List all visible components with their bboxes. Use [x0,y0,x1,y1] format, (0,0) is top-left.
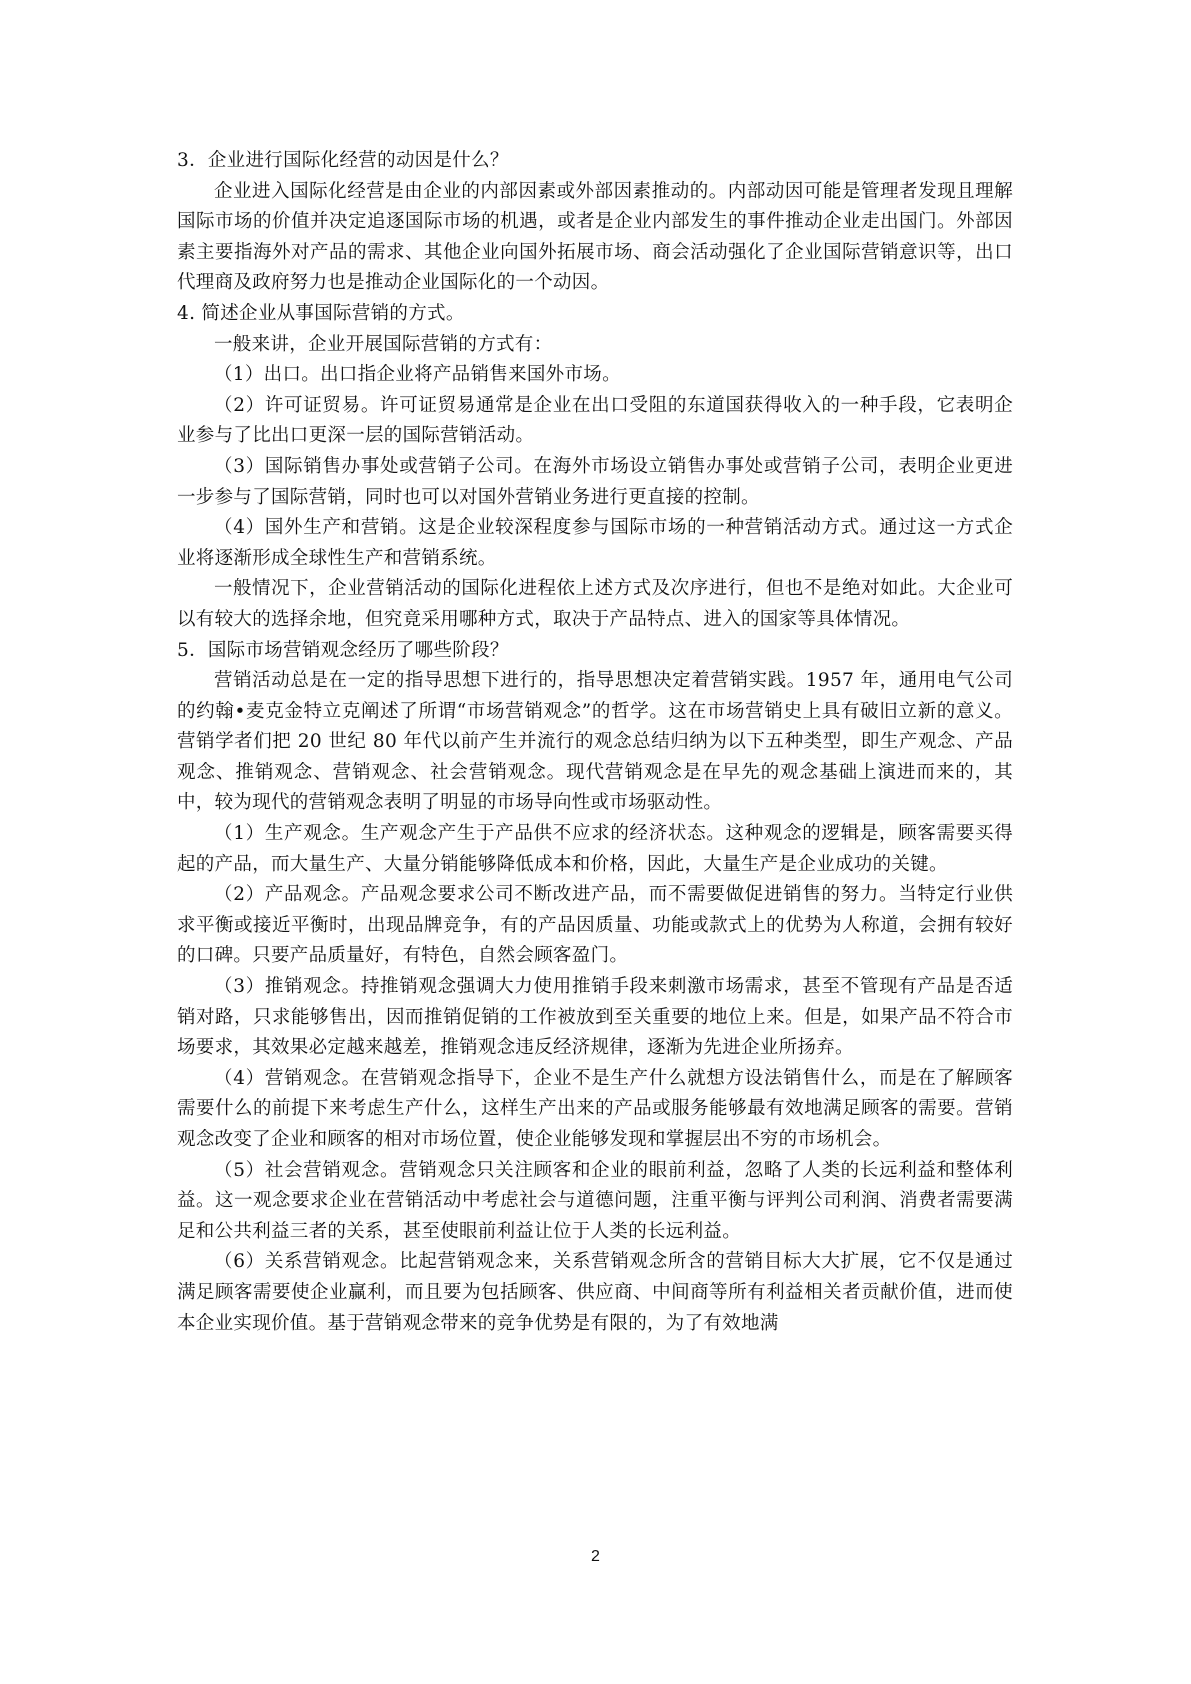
question-heading: 5．国际市场营销观念经历了哪些阶段？ [177,639,509,661]
body-paragraph: 企业进入国际化经营是由企业的内部因素或外部因素推动的。内部动因可能是管理者发现且理解国际市场的价值并决定追逐国际市场的机遇，或者是企业内部发生的事件推动企业走出国门。外部因素主要指海外对产品的需求、其他企业向国外拓展市场、商会活动强化了企业国际营销意识等，出口代理商及政府努力也是推动企业国际化的一个动因。 [177,180,1013,294]
body-paragraph: （2）产品观念。产品观念要求公司不断改进产品，而不需要做促进销售的努力。当特定行业供求平衡或接近平衡时，出现品牌竞争，有的产品因质量、功能或款式上的优势为人称道，会拥有较好的口碑。只要产品质量好，有特色，自然会顾客盈门。 [177,884,1013,967]
document-body [177,146,1013,1339]
body-paragraph: （5）社会营销观念。营销观念只关注顾客和企业的眼前利益，忽略了人类的长远利益和整体利益。这一观念要求企业在营销活动中考虑社会与道德问题，注重平衡与评判公司利润、消费者需要满足和公共利益三者的关系，甚至使眼前利益让位于人类的长远利益。 [177,1159,1013,1242]
body-paragraph: 一般来讲，企业开展国际营销的方式有： [214,333,553,355]
body-paragraph: （1）出口。出口指企业将产品销售来国外市场。 [214,364,621,386]
body-paragraph: （2）许可证贸易。许可证贸易通常是企业在出口受阻的东道国获得收入的一种手段，它表明企业参与了比出口更深一层的国际营销活动。 [177,394,1013,447]
body-paragraph: （4）营销观念。在营销观念指导下，企业不是生产什么就想方设法销售什么，而是在了解顾客需要什么的前提下来考虑生产什么，这样生产出来的产品或服务能够最有效地满足顾客的需要。营销观念改变了企业和顾客的相对市场位置，使企业能够发现和掌握层出不穷的市场机会。 [177,1067,1013,1150]
body-paragraph: （4）国外生产和营销。这是企业较深程度参与国际市场的一种营销活动方式。通过这一方式企业将逐渐形成全球性生产和营销系统。 [177,517,1013,569]
question-heading: 3．企业进行国际化经营的动因是什么？ [177,150,509,171]
body-paragraph: （3）国际销售办事处或营销子公司。在海外市场设立销售办事处或营销子公司，表明企业更进一步参与了国际营销，同时也可以对国外营销业务进行更直接的控制。 [177,455,1013,508]
body-paragraph: （3）推销观念。持推销观念强调大力使用推销手段来刺激市场需求，甚至不管现有产品是否适销对路，只求能够售出，因而推销促销的工作被放到至关重要的地位上来。但是，如果产品不符合市场要求，其效果必定越来越差，推销观念违反经济规律，逐渐为先进企业所扬弃。 [177,976,1013,1059]
body-paragraph: 一般情况下，企业营销活动的国际化进程依上述方式及次序进行，但也不是绝对如此。大企业可以有较大的选择余地，但究竟采用哪种方式，取决于产品特点、进入的国家等具体情况。 [177,578,1013,630]
body-paragraph: 营销活动总是在一定的指导思想下进行的，指导思想决定着营销实践。1957 年，通用电气公司的约翰•麦克金特立克阐述了所谓“市场营销观念”的哲学。这在市场营销史上具有破旧立新的意义。营销学者们把 20 世纪 80 年代以前产生并流行的观念总结归纳为以下五种类型，即生产观念、产品观念、推销观念、营销观念、社会营销观念。现代营销观念是在早先的观念基础上演进而来的，其中，较为现代的营销观念表明了明显的市场导向性或市场驱动性。 [177,670,1013,814]
question-heading: 4. 简述企业从事国际营销的方式。 [177,302,465,324]
page-number: 2 [591,1548,600,1565]
body-paragraph: （6）关系营销观念。比起营销观念来，关系营销观念所含的营销目标大大扩展，它不仅是通过满足顾客需要使企业赢利，而且要为包括顾客、供应商、中间商等所有利益相关者贡献价值，进而使本企业实现价值。基于营销观念带来的竞争优势是有限的，为了有效地满 [177,1251,1013,1334]
body-paragraph: （1）生产观念。生产观念产生于产品供不应求的经济状态。这种观念的逻辑是，顾客需要买得起的产品，而大量生产、大量分销能够降低成本和价格，因此，大量生产是企业成功的关键。 [177,823,1013,875]
